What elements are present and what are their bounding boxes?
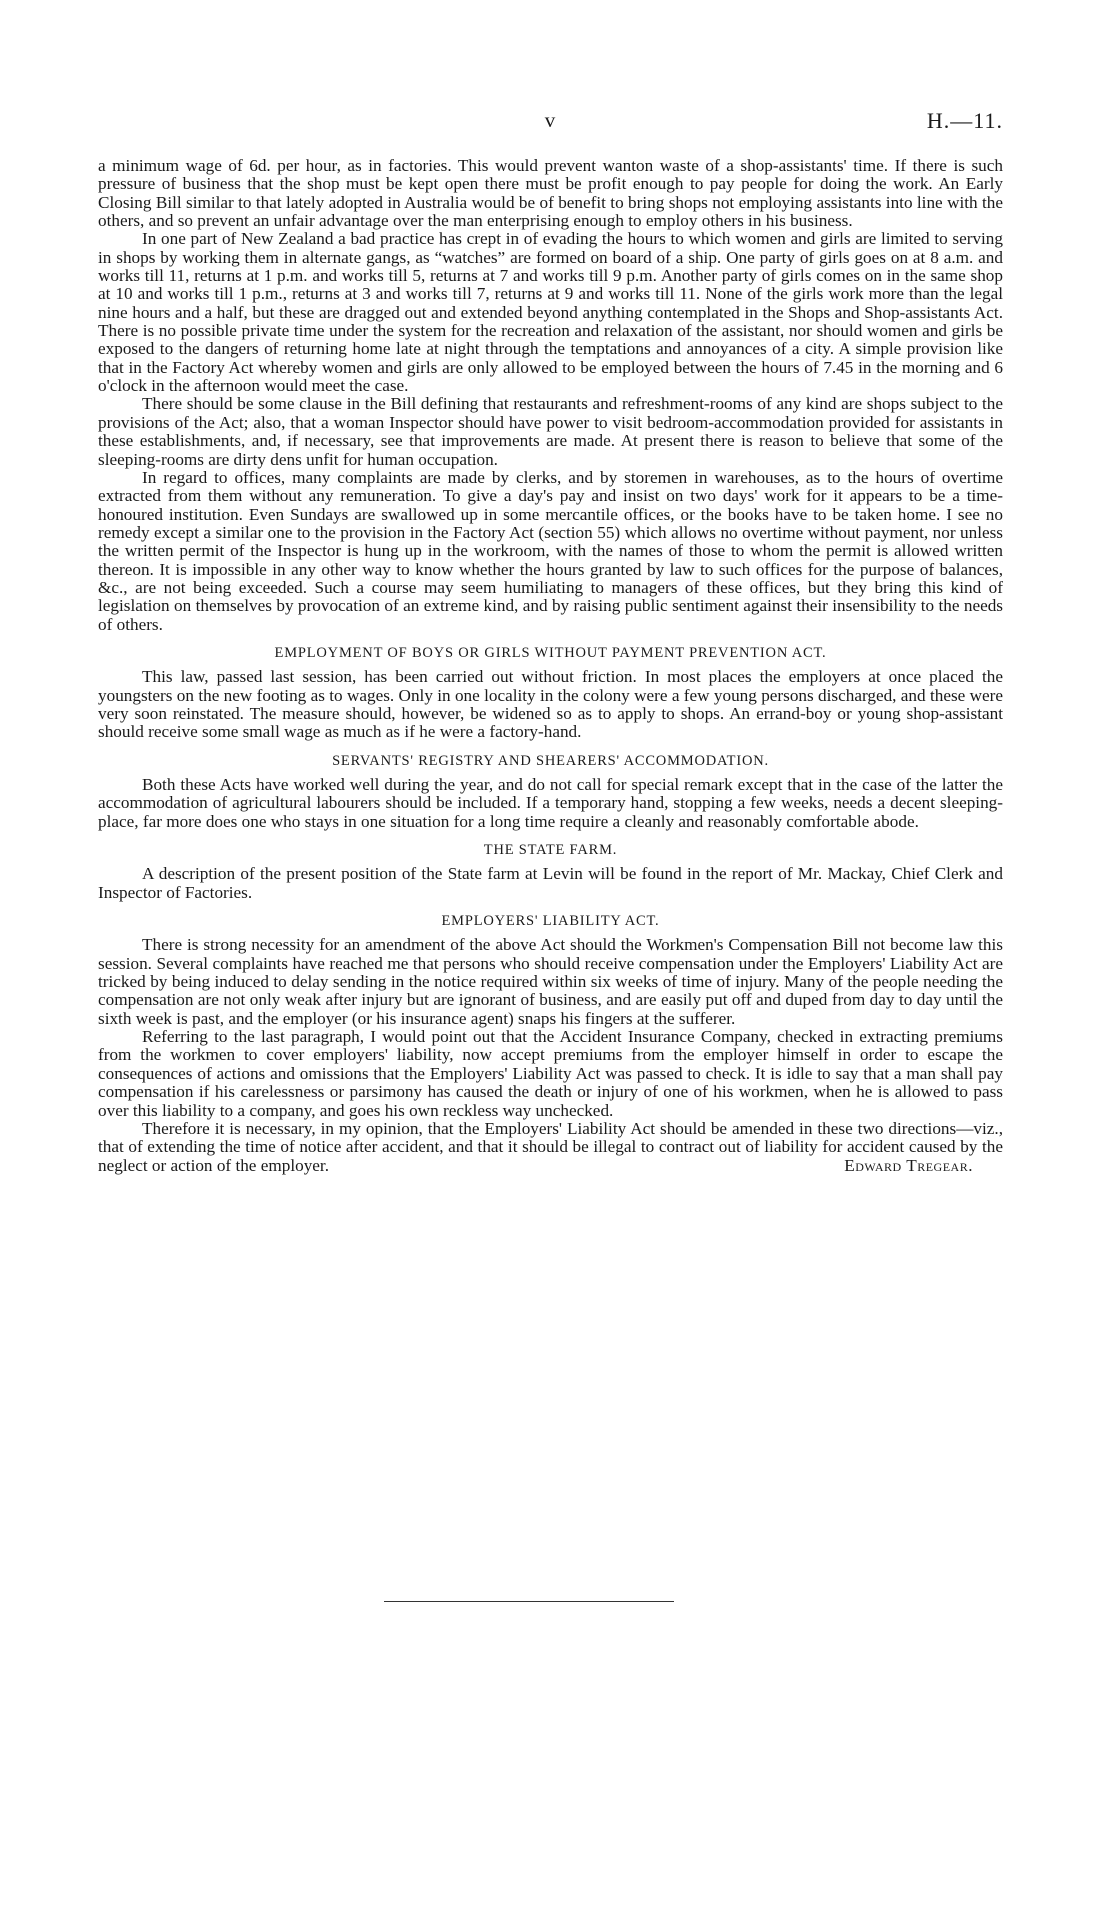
- page-header: [98, 108, 1003, 138]
- boys-girls-paragraph: This law, passed last session, has been carried out without friction. In most places the employers at once placed the youngsters on the new footing as to wages. Only in one locality in the colony were a few young persons discharged, and these were very soon reinstated. The measure should, however, be widened so as to apply to shops. An errand-boy or young shop-assistant should receive some small wage as much as if he were a factory-hand.: [98, 667, 1003, 742]
- shops-paragraph-offices: In regard to offices, many complaints are made by clerks, and by storemen in warehouses, as to the hours of overtime extracted from them without any remuneration. To give a day's pay and insist on two days' work for it appears to be a time-honoured institution. Even Sundays are swallowed up in some mercantile offices, or the books have to be taken home. I see no remedy except a similar one to the provision in the Factory Act (section 55) which allows no overtime without payment, nor unless the written permit of the Inspector is hung up in the workroom, with the names of those to whom the permit is allowed written thereon. It is impossible in any other way to know whether the hours granted by law to such offices for the purpose of balances, &c., are not being exceeded. Such a course may seem humiliating to managers of these offices, but they bring this kind of legislation on themselves by provocation of an extreme kind, and by raising public sentiment against their insensibility to the needs of others.: [98, 467, 1003, 634]
- section-heading-employers-liability: EMPLOYERS' LIABILITY ACT.: [441, 913, 660, 930]
- servants-paragraph: Both these Acts have worked well during the year, and do not call for special remark except that in the case of the latter the accommodation of agricultural labourers should be included. If a temporary hand, stopping a few weeks, needs a decent sleeping-place, far more does one who stays in one situation for a long time require a cleanly and reasonably comfortable abode.: [98, 775, 1003, 831]
- closing-rule-divider: [384, 1601, 674, 1602]
- document-reference: H.—11.: [926, 108, 1003, 133]
- section-heading-state-farm: THE STATE FARM.: [483, 842, 618, 859]
- state-farm-paragraph: A description of the present position of the State farm at Levin will be found in the report of Mr. Mackay, Chief Clerk and Inspector of Factories.: [98, 864, 1003, 902]
- shops-paragraph-restaurants: There should be some clause in the Bill defining that restaurants and refreshment-rooms of any kind are shops subject to the provisions of the Act; also, that a woman Inspector should have power to visit bedroom-accommodation provided for assistants in these establishments, and, if necessary, see that improvements are made. At present there is reason to believe that some of the sleeping-rooms are dirty dens unfit for human occupation.: [98, 394, 1003, 469]
- liability-paragraph-notice: There is strong necessity for an amendment of the above Act should the Workmen's Compensation Bill not become law this session. Several complaints have reached me that persons who should receive compensation under the Employers' Liability Act are tricked by being induced to delay sending in the notice required within six weeks of time of injury. Many of the people needing the compensation are not only weak after injury but are ignorant of business, and are easily put off and duped from day to day until the sixth week is past, and the employer (or his insurance agent) snaps his fingers at the sufferer.: [98, 935, 1003, 1028]
- intro-paragraph: a minimum wage of 6d. per hour, as in factories. This would prevent wanton waste of a shop-assistants' time. If there is such pressure of business that the shop must be kept open there must be profit enough to pay people for doing the work. An Early Closing Bill similar to that lately adopted in Australia would be of benefit to bring shops not employing assistants into line with the others, and so prevent an unfair advantage over the man enterprising enough to employ others in his business.: [98, 156, 1003, 231]
- page-number: v: [544, 108, 557, 132]
- section-heading-servants-registry: SERVANTS' REGISTRY AND SHEARERS' ACCOMMODATION.: [332, 752, 769, 769]
- liability-paragraph-conclusion: Therefore it is necessary, in my opinion, that the Employers' Liability Act should be amended in these two directions—viz., that of extending the time of notice after accident, and that it should be illegal to contract out of liability for accident caused by the neglect or action of the employer.: [98, 1118, 1003, 1175]
- signature: Edward Tregear.: [844, 1155, 973, 1175]
- section-heading-boys-girls-act: EMPLOYMENT OF BOYS OR GIRLS WITHOUT PAYMENT PREVENTION ACT.: [274, 644, 827, 661]
- liability-paragraph-insurance: Referring to the last paragraph, I would point out that the Accident Insurance Company, checked in extracting premiums from the workmen to cover employers' liability, now accept premiums from the employer himself in order to escape the consequences of actions and omissions that the Employers' Liability Act was passed to check. It is idle to say that a man shall pay compensation if his carelessness or parsimony has caused the death or injury of one of his workmen, when he is allowed to pass over this liability to a company, and goes his own reckless way unchecked.: [98, 1027, 1003, 1120]
- report-body: [98, 157, 1003, 1175]
- shops-paragraph-alternate-gangs: In one part of New Zealand a bad practice has crept in of evading the hours to which women and girls are limited to serving in shops by working them in alternate gangs, as “watches” are formed on board of a ship. One party of girls goes on at 8 a.m. and works till 11, returns at 1 p.m. and works till 5, returns at 7 and works till 9 p.m. Another party of girls comes on in the same shop at 10 and works till 1 p.m., returns at 3 and works till 7, returns at 9 and works till 11. None of the girls work more than the legal nine hours and a half, but these are dragged out and extended beyond anything contemplated in the Shops and Shop-assistants Act. There is no possible private time under the system for the recreation and relaxation of the assistant, nor should women and girls be exposed to the dangers of returning home late at night through the temptations and annoyances of a city. A simple provision like that in the Factory Act whereby women and girls are only allowed to be employed between the hours of 7.45 in the morning and 6 o'clock in the afternoon would meet the case.: [98, 229, 1003, 396]
